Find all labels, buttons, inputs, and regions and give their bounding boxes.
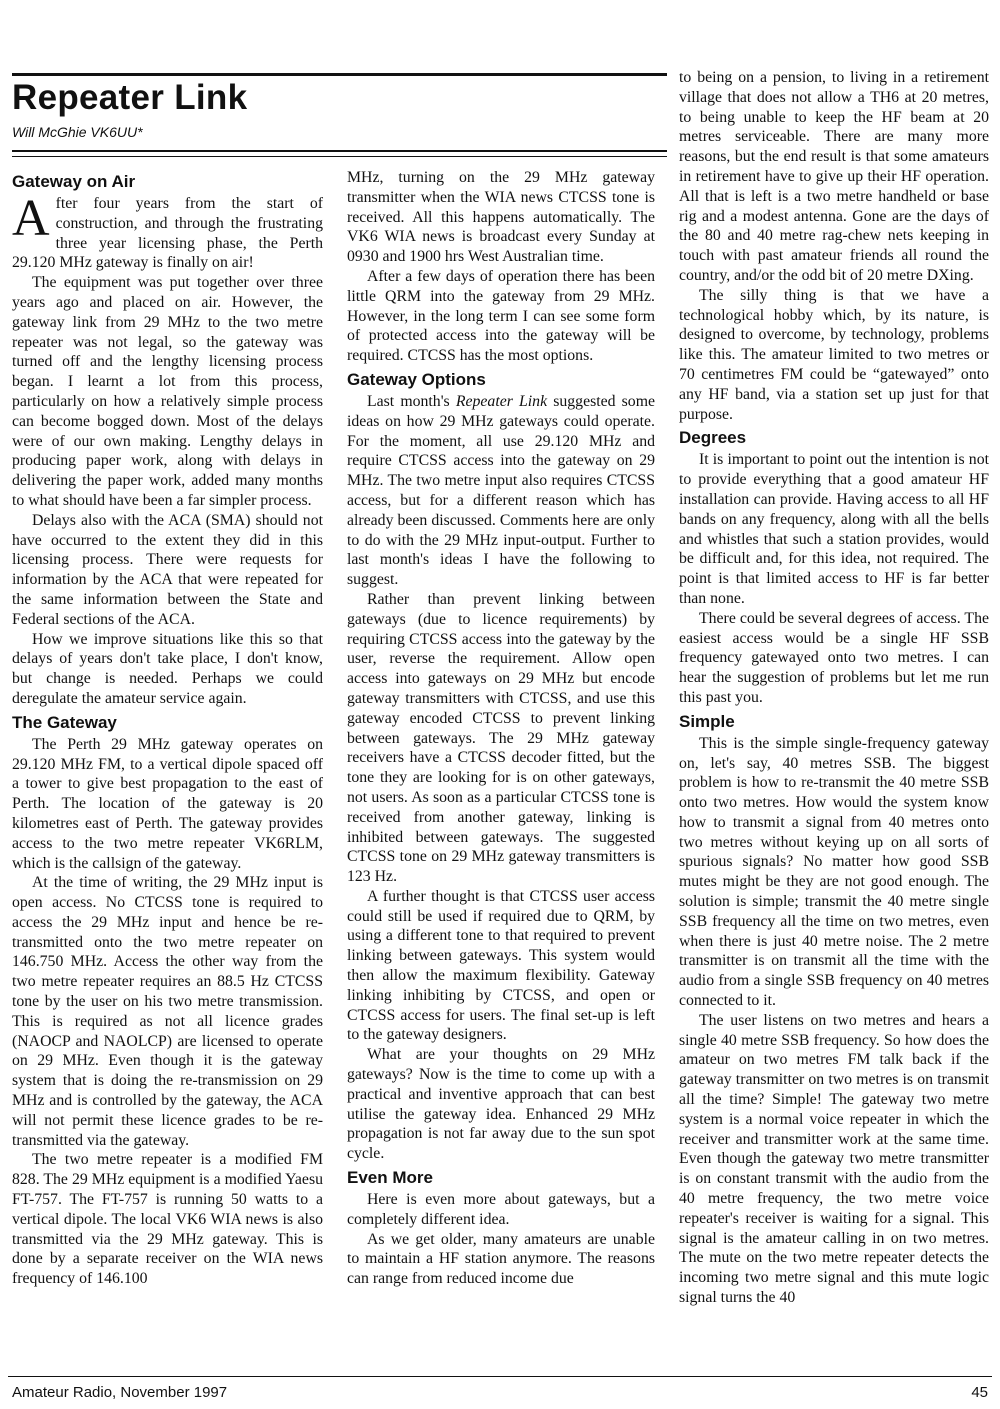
footer-rule (8, 1376, 992, 1377)
paragraph: There could be several degrees of access. The easiest access would be a single HF SSB frequency gatewayed onto two metres. I can hear the suggestion of problems but let me run this past you. (679, 609, 989, 706)
drop-cap: A (12, 190, 50, 247)
paragraph: MHz, turning on the 29 MHz gateway transmitter when the WIA news CTCSS tone is received. All this happens automatically. The VK6 WIA news is broadcast every Sunday at 0930 and 1900 hrs West Australian time. (347, 169, 655, 266)
paragraph: What are your thoughts on 29 MHz gateways? Now is the time to come up with a practical and inventive approach that can best utilise the gateway idea. Enhanced 29 MHz propagation is not far away due to the sun spot cycle. (347, 1046, 655, 1163)
article-author: Will McGhie VK6UU* (12, 124, 143, 140)
column-1 (12, 168, 323, 1289)
paragraph: How we improve situations like this so that delays of years don't take place, I don't know, but change is needed. Perhaps we could deregulate the amateur service again. (12, 630, 323, 707)
paragraph-text: Last month's (367, 392, 456, 410)
paragraph: The Perth 29 MHz gateway operates on 29.120 MHz FM, to a vertical dipole spaced off a tower to give best propagation to the east of Perth. The location of the gateway is 20 kilometres east of Perth. The gateway provides access to the two metre repeater VK6RLM, which is the callsign of the gateway. (12, 735, 323, 872)
paragraph: A further thought is that CTCSS user access could still be used if required due to QRM, by using a different tone to that required to prevent linking between gateways. This system would then allow the maximum flexibility. Gateway linking inhibiting by CTCSS, and open or CTCSS access for users. The final set-up is left to the gateway designers. (347, 887, 655, 1044)
column-3 (679, 68, 989, 1308)
header-rule-bottom-thin (12, 156, 667, 157)
paragraph: This is the simple single-frequency gateway on, let's say, 40 metres SSB. The biggest problem is how to re-transmit the 40 metre SSB onto two metres. How would the system know how to transmit a signal from 40 metres onto two metres without keying up on all sorts of spurious signals? No matter how good SSB mutes might be they are not good enough. The solution is simple; transmit the 40 metre single SSB frequency all the time on two metres, even when there is just 40 metre noise. The 2 metre transmitter is on transmit all the time with the audio from a single SSB frequency on 40 metres connected to it. (679, 734, 989, 1010)
paragraph: The user listens on two metres and hears a single 40 metre SSB frequency. So how does the amateur on two metres FM talk back if the gateway transmitter on two metres is on transmit all the time? Simple! The gateway two metre system is a normal voice repeater in which the receiver and transmitter work at the same time. Even though the gateway two metre transmitter is on constant transmit with the audio from the 40 metre frequency, the two metre voice repeater's receiver is waiting for a signal. This signal is the amateur calling in on two metres. The mute on the two metre repeater detects the incoming two metre signal and this mute logic signal turns the 40 (679, 1011, 989, 1307)
paragraph: to being on a pension, to living in a retirement village that does not allow a TH6 at 20 metres, to being unable to keep the HF beam at 20 metres serviceable. There are many more reasons, but the end result is that some amateurs in retirement have to give up their HF operation. All that is left is a two metre handheld or base rig and a modest antenna. Gone are the days of the 80 and 40 metre rag-chew nets keeping in touch with past amateur friends all round the country, and/or the odd bit of 20 metre DXing. (679, 69, 989, 284)
heading-degrees: Degrees (679, 428, 747, 448)
paragraph-text: fter four years from the start of construction, and through the frustrating three year licensing phase, the Perth 29.120 MHz gateway is finally on air! (12, 195, 323, 272)
heading-gateway-options: Gateway Options (347, 369, 486, 389)
heading-gateway-on-air: Gateway on Air (12, 172, 136, 191)
paragraph: After a few days of operation there has been little QRM into the gateway from 29 MHz. However, in the long term I can see some form of protected access into the gateway will be required. CTCSS has the most options. (347, 267, 655, 365)
paragraph: It is important to point out the intention is not to provide everything that a good amateur HF installation can provide. Having access to all HF bands on any frequency, along with all the bells and whistles that such a station provides, would be difficult and, for this idea, not required. The point is that limited access to HF is far better than none. (679, 451, 989, 607)
paragraph: The silly thing is that we have a technological hobby which, by its nature, is designed to overcome, by technology, problems like this. The amateur limited to two metres or 70 centimetres FM could be “gatewayed” onto any HF band, via a station set up just for that purpose. (679, 286, 989, 423)
heading-even-more: Even More (347, 1168, 433, 1188)
column-2 (347, 168, 655, 1289)
paragraph: The equipment was put together over three years ago and placed on air. However, the gateway link from 29 MHz to the two metre repeater was not legal, so the gateway was turned off and the lengthy licensing process began. I learnt a lot from this process, particularly on how a relatively simple process can become bogged down. Most of the delays were of our own making. Lengthy delays in producing paper work, along with delays in delivering the paper work, added many months to what should have been a far simpler process. (12, 274, 323, 509)
paragraph: As we get older, many amateurs are unable to maintain a HF station anymore. The reasons can range from reduced income due (347, 1230, 655, 1288)
footer-page-number: 45 (971, 1384, 988, 1401)
emphasis-text: Repeater Link (455, 392, 548, 410)
article-title: Repeater Link (12, 78, 248, 117)
paragraph-text: suggested some ideas on how 29 MHz gateways could operate. For the moment, all use 29.120 MHz and require CTCSS access into the gateway on 29 MHz. The two metre input also requires CTCSS access, but for a different reason which has already been discussed. Comments here are only to do with the 29 MHz input-output. Further to last month's ideas I have the following to suggest. (347, 392, 656, 589)
paragraph: The two metre repeater is a modified FM 828. The 29 MHz equipment is a modified Yaesu FT-757. The FT-757 is running 50 watts to a vertical dipole. The local VK6 WIA news is also transmitted via the 29 MHz gateway. This is done by a separate receiver on the WIA news frequency of 146.100 (12, 1151, 323, 1288)
heading-simple: Simple (679, 711, 735, 731)
header-rule-top (12, 73, 667, 76)
paragraph: Delays also with the ACA (SMA) should not have occurred to the extent they did in this licensing process. There were requests for information by the ACA that were repeated for the same information between the State and Federal sections of the ACA. (12, 511, 323, 628)
paragraph: Here is even more about gateways, but a completely different idea. (347, 1191, 655, 1228)
footer-publication: Amateur Radio, November 1997 (12, 1384, 228, 1401)
header-rule-bottom (12, 150, 667, 152)
paragraph: Rather than prevent linking between gateways (due to licence requirements) by requiring CTCSS access into the gateway by the user, reverse the requirement. Allow open access into gateways on 29 MHz but encode gateway transmitters with CTCSS, and use this gateway encoded CTCSS to prevent linking between gateways. The 29 MHz gateway receivers have a CTCSS decoder fitted, but the tone they are looking for is on other gateways, not users. As soon as a particular CTCSS tone is received from another gateway, linking is inhibited between gateways. The suggested CTCSS tone on 29 MHz gateway transmitters is 123 Hz. (347, 590, 655, 886)
paragraph: At the time of writing, the 29 MHz input is open access. No CTCSS tone is required to access the 29 MHz input and hence be re-transmitted onto the two metre repeater on 146.750 MHz. Access the other way from the two metre repeater requires an 88.5 Hz CTCSS tone by the user on his two metre transmission. This is required as not all licence grades (NAOCP and NAOLCP) are licensed to operate on 29 MHz. Even though it is the gateway system that is doing the re-transmission on 29 MHz and is controlled by the gateway, the ACA will not permit these licence grades to be re-transmitted via the gateway. (12, 874, 323, 1149)
paragraph (12, 190, 323, 273)
heading-the-gateway: The Gateway (12, 712, 117, 732)
paragraph (347, 392, 655, 590)
